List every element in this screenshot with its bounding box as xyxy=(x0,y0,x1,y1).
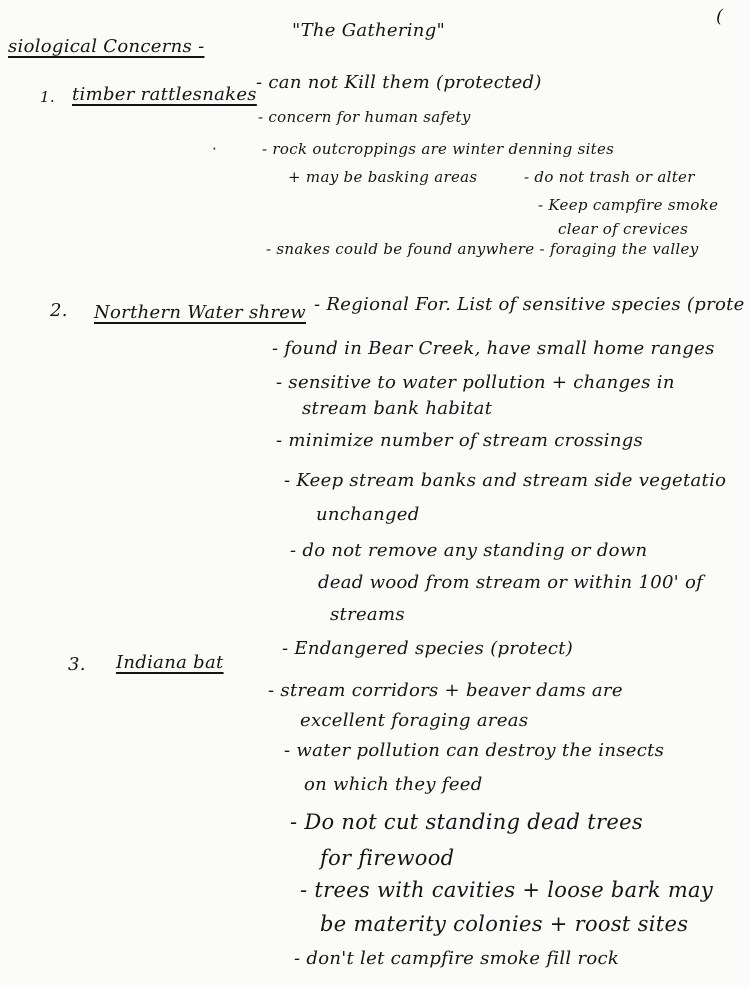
item-2-line-1: - Regional For. List of sensitive species (prote xyxy=(314,294,745,315)
item-2-line-2: - found in Bear Creek, have small home ranges xyxy=(272,338,715,359)
item-1-name: timber rattlesnakes xyxy=(72,84,257,105)
section-title: siological Concerns - xyxy=(8,36,205,57)
item-2-line-6: - Keep stream banks and stream side vegetatio xyxy=(284,470,727,491)
item-2-line-3: - sensitive to water pollution + changes in xyxy=(276,372,675,393)
item-3-line-3: excellent foraging areas xyxy=(300,710,529,731)
item-1-line-4: + may be basking areas xyxy=(288,168,478,186)
item-1-line-8: - snakes could be found anywhere - foraging the valley xyxy=(266,240,699,258)
item-2-name: Northern Water shrew xyxy=(94,302,306,323)
item-2-line-7: unchanged xyxy=(316,504,420,525)
item-3-line-5: on which they feed xyxy=(304,774,483,795)
item-3-number: 3. xyxy=(68,654,86,675)
item-2-line-9: dead wood from stream or within 100' of xyxy=(318,572,704,593)
item-2-line-8: - do not remove any standing or down xyxy=(290,540,648,561)
item-2-line-10: streams xyxy=(330,604,405,625)
page-corner-mark: ( xyxy=(716,6,724,27)
item-3-line-9: be materity colonies + roost sites xyxy=(320,912,689,936)
item-2-line-5: - minimize number of stream crossings xyxy=(276,430,644,451)
item-3-line-4: - water pollution can destroy the insects xyxy=(284,740,665,761)
item-1-line-2: - concern for human safety xyxy=(258,108,471,126)
item-1-line-3: - rock outcroppings are winter denning sites xyxy=(262,140,615,158)
item-3-line-10: - don't let campfire smoke fill rock xyxy=(294,948,620,969)
item-2-number: 2. xyxy=(50,300,68,321)
item-3-line-6: - Do not cut standing dead trees xyxy=(290,810,643,834)
item-1-line-5: - do not trash or alter xyxy=(524,168,695,186)
item-3-name: Indiana bat xyxy=(116,652,224,673)
stray-dot: · xyxy=(212,140,217,158)
item-3-line-2: - stream corridors + beaver dams are xyxy=(268,680,623,701)
item-2-line-4: stream bank habitat xyxy=(302,398,493,419)
item-3-line-7: for firewood xyxy=(320,846,455,870)
item-1-number: 1. xyxy=(40,88,55,106)
item-3-line-8: - trees with cavities + loose bark may xyxy=(300,878,714,902)
item-1-line-7: clear of crevices xyxy=(558,220,689,238)
item-3-line-1: - Endangered species (protect) xyxy=(282,638,574,659)
item-1-line-6: - Keep campfire smoke xyxy=(538,196,719,214)
item-1-line-1: - can not Kill them (protected) xyxy=(256,72,542,93)
document-title: "The Gathering" xyxy=(292,20,446,41)
